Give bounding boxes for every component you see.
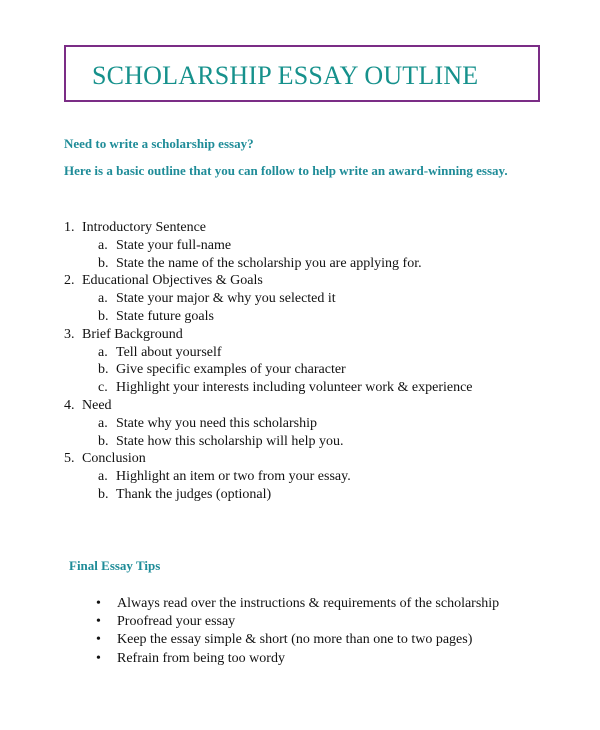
outline-subitem [64,379,584,397]
tip-text: Keep the essay simple & short (no more than one to two pages) [117,632,473,648]
outline-label: Need [82,397,112,413]
title-box [64,45,540,102]
outline-item [64,397,584,415]
outline-label: Introductory Sentence [82,220,207,235]
outline-section-introductory [64,219,584,272]
outline-letter: b. [98,362,109,378]
outline-subitem [64,415,584,433]
outline-subitem-text: State future goals [116,308,214,324]
outline-label: Brief Background [82,326,183,342]
outline-subitem [64,290,584,308]
bullet-icon: • [96,650,101,666]
outline-subitem-text: Tell about yourself [116,344,222,360]
bullet-icon: • [96,614,101,630]
outline-letter: a. [98,291,108,307]
outline-subitem-text: State why you need this scholarship [116,415,318,431]
bullet-icon: • [96,632,101,648]
tip-text: Refrain from being too wordy [117,650,285,666]
outline-letter: b. [98,308,109,324]
outline-subitem [64,308,584,326]
outline-number: 5. [64,451,75,467]
tip-item [96,595,576,613]
tips-list [96,595,576,668]
outline-section-need [64,397,584,450]
tip-text: Proofread your essay [117,614,236,630]
outline-subitem [64,237,584,255]
outline-subitem [64,468,584,486]
outline-letter: b. [98,255,109,271]
outline-letter: a. [98,415,108,431]
tip-item [96,650,576,668]
intro-description: Here is a basic outline that you can follow to help write an award-winning essay. [64,163,508,178]
outline-letter: b. [98,486,109,502]
outline-number: 1. [64,220,75,235]
outline-number: 3. [64,326,75,342]
outline-subitem [64,344,584,362]
outline-subitem-text: State your full-name [116,237,232,253]
outline-subitem [64,255,584,273]
outline-label: Educational Objectives & Goals [82,273,263,289]
outline-subitem-text: State your major & why you selected it [116,291,336,307]
outline-letter: a. [98,237,108,253]
outline-section-conclusion [64,450,584,503]
outline-subitem-text: State how this scholarship will help you. [116,433,344,449]
outline-letter: c. [98,380,108,396]
tips-heading: Final Essay Tips [69,558,161,573]
tip-item [96,631,576,649]
outline-subitem-text: Highlight an item or two from your essay. [116,469,351,485]
outline-subitem-text: State the name of the scholarship you are applying for. [116,255,422,271]
outline-number: 2. [64,273,75,289]
outline-subitem-text: Give specific examples of your character [116,362,346,378]
outline-subitem [64,361,584,379]
tip-text: Always read over the instructions & requirements of the scholarship [117,596,500,611]
outline-letter: b. [98,433,109,449]
outline-subitem [64,486,584,504]
outline-subitem [64,433,584,451]
bullet-icon: • [96,596,101,611]
outline-item [64,450,584,468]
outline-subitem-text: Thank the judges (optional) [116,486,272,502]
outline-section-educational [64,272,584,325]
outline-section-background [64,326,584,397]
outline-number: 4. [64,397,75,413]
intro-question: Need to write a scholarship essay? [64,136,254,151]
outline-letter: a. [98,469,108,485]
outline-letter: a. [98,344,108,360]
outline-subitem-text: Highlight your interests including volunteer work & experience [116,380,473,396]
outline-item [64,326,584,344]
outline-list [64,219,584,504]
outline-label: Conclusion [82,451,146,467]
document-title: SCHOLARSHIP ESSAY OUTLINE [92,61,479,90]
tip-item [96,613,576,631]
outline-item [64,272,584,290]
outline-item [64,219,584,237]
